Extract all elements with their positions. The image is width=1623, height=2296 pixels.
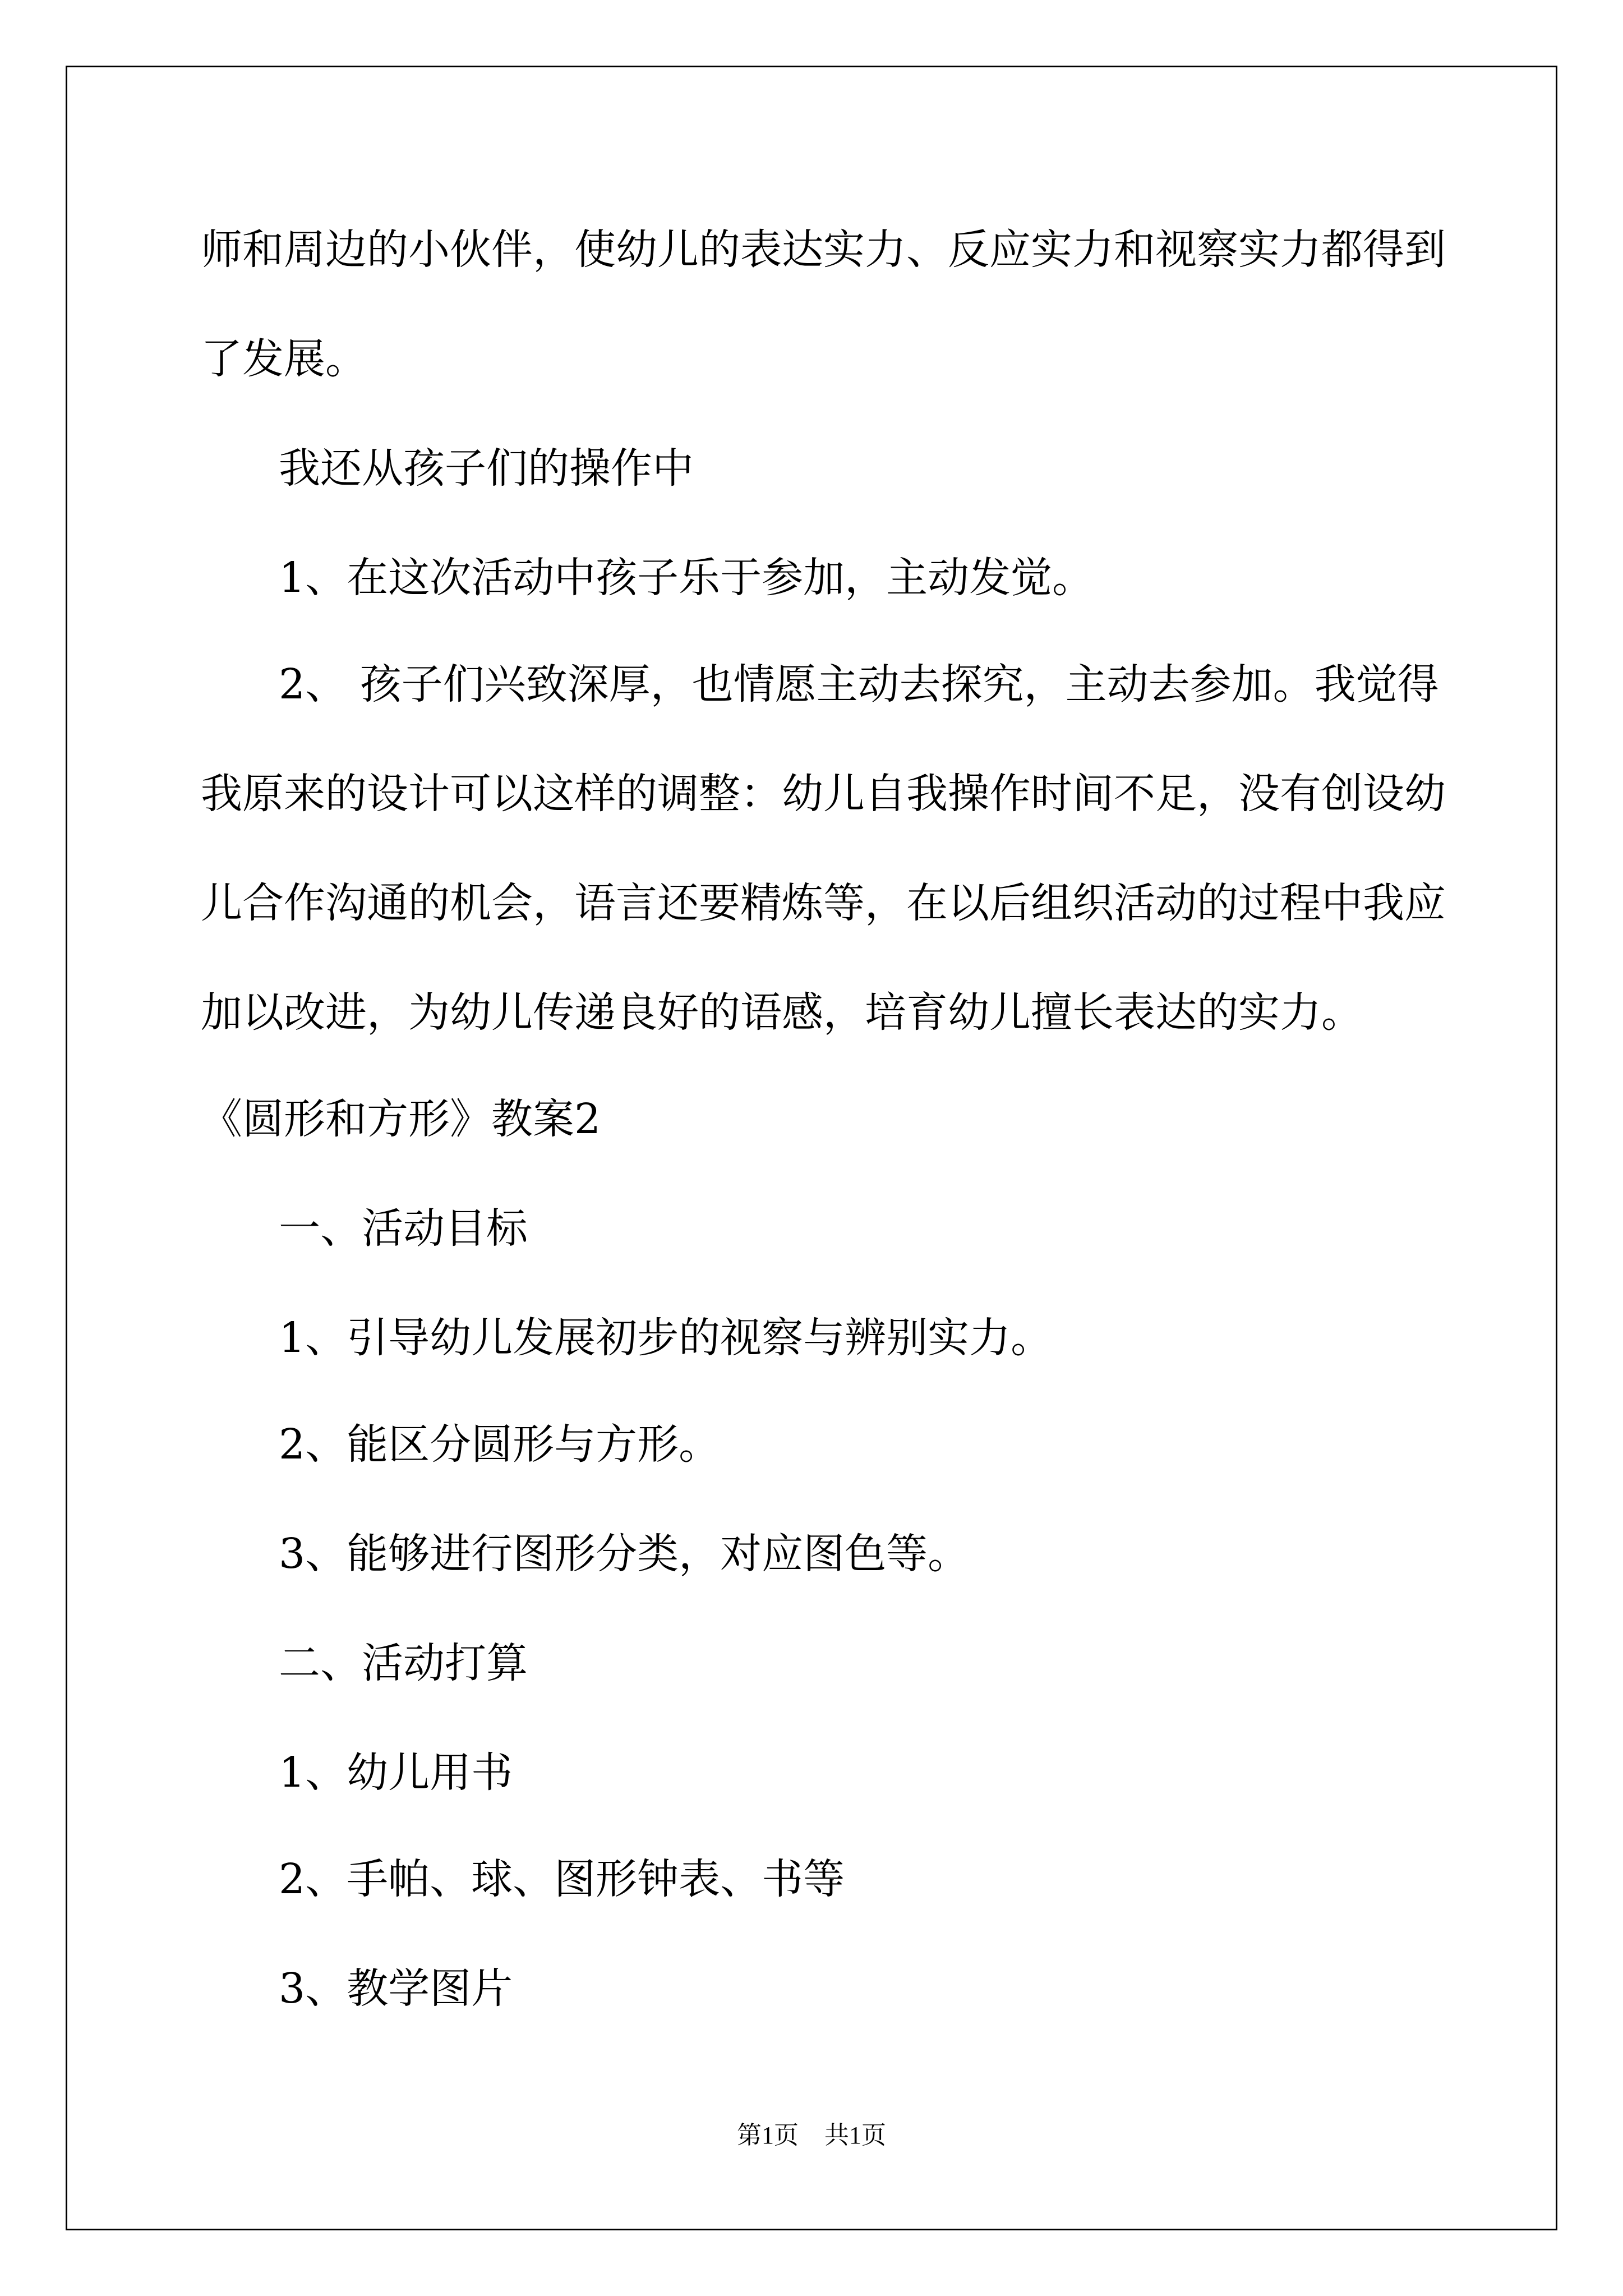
section-title: 《圆形和方形》教案2 (201, 1095, 601, 1143)
heading-objectives: 一、活动目标 (279, 1204, 528, 1253)
preparation-item-3: 3、教学图片 (279, 1964, 513, 2013)
body-line-4: 1、在这次活动中孩子乐于参加，主动发觉。 (279, 554, 1094, 602)
body-line-6: 我原来的设计可以这样的调整：幼儿自我操作时间不足，没有创设幼 (201, 770, 1446, 818)
page-border (66, 66, 1557, 2230)
body-line-8: 加以改进，为幼儿传递良好的语感，培育幼儿擅长表达的实力。 (201, 988, 1363, 1037)
body-line-2: 了发展。 (201, 335, 367, 383)
body-line-7: 儿合作沟通的机会，语言还要精炼等，在以后组织活动的过程中我应 (201, 879, 1446, 927)
objective-item-3: 3、能够进行图形分类，对应图色等。 (279, 1530, 970, 1578)
page-number-current: 第1页 (737, 2122, 799, 2149)
body-line-1: 师和周边的小伙伴，使幼儿的表达实力、反应实力和视察实力都得到 (201, 226, 1446, 274)
body-line-3: 我还从孩子们的操作中 (279, 444, 694, 493)
heading-preparation: 二、活动打算 (279, 1639, 528, 1687)
objective-item-1: 1、引导幼儿发展初步的视察与辨别实力。 (279, 1314, 1053, 1362)
page-footer (0, 2115, 1623, 2151)
preparation-item-1: 1、幼儿用书 (279, 1749, 513, 1797)
body-line-5: 2、 孩子们兴致深厚，也情愿主动去探究，主动去参加。我觉得 (279, 660, 1439, 708)
objective-item-2: 2、能区分圆形与方形。 (279, 1420, 721, 1469)
preparation-item-2: 2、手帕、球、图形钟表、书等 (279, 1855, 845, 1903)
page-number-total: 共1页 (824, 2122, 886, 2149)
